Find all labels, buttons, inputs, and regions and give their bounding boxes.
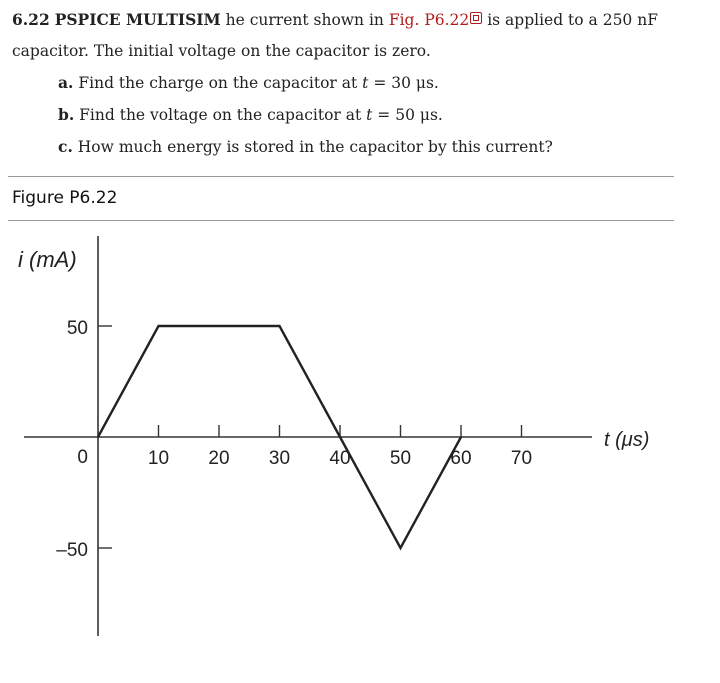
x-tick-label: 50 bbox=[389, 448, 412, 469]
part-a-label: a. bbox=[58, 73, 74, 92]
x-tick-label: 40 bbox=[329, 448, 351, 469]
x-tick-label: 60 bbox=[450, 448, 472, 469]
x-tick-label: 70 bbox=[510, 448, 533, 469]
part-a-var: t bbox=[362, 74, 369, 92]
problem-line-2: capacitor. The initial voltage on the capacitor is zero. bbox=[12, 42, 431, 60]
part-a-text: Find the charge on the capacitor at bbox=[78, 74, 363, 92]
y-tick-label: –50 bbox=[56, 540, 88, 561]
problem-number: 6.22 bbox=[12, 10, 50, 29]
x-tick-label: 20 bbox=[208, 448, 230, 469]
figure-reference-link[interactable]: Fig. P6.22 bbox=[388, 11, 470, 29]
part-b-label: b. bbox=[58, 105, 75, 124]
problem-tags: PSPICE MULTISIM bbox=[54, 10, 221, 29]
part-b-value: = 50 μs. bbox=[372, 106, 443, 124]
problem-text-1: he current shown in bbox=[220, 11, 389, 29]
part-b-text: Find the voltage on the capacitor at bbox=[79, 106, 367, 124]
problem-text-2: is applied to a 250 nF bbox=[482, 11, 658, 29]
x-axis-label: t (μs) bbox=[604, 429, 650, 451]
part-a-value: = 30 μs. bbox=[368, 74, 439, 92]
y-tick-label: 0 bbox=[77, 447, 88, 468]
part-b-var: t bbox=[366, 106, 373, 124]
x-tick-label: 30 bbox=[268, 448, 291, 469]
part-c-label: c. bbox=[58, 137, 73, 156]
x-tick-label: 10 bbox=[147, 448, 170, 469]
y-axis-label: i (mA) bbox=[18, 247, 77, 272]
figure-title: Figure P6.22 bbox=[12, 188, 118, 208]
y-tick-label: 50 bbox=[66, 318, 88, 339]
part-c-text: How much energy is stored in the capacitor by this current? bbox=[77, 138, 553, 156]
